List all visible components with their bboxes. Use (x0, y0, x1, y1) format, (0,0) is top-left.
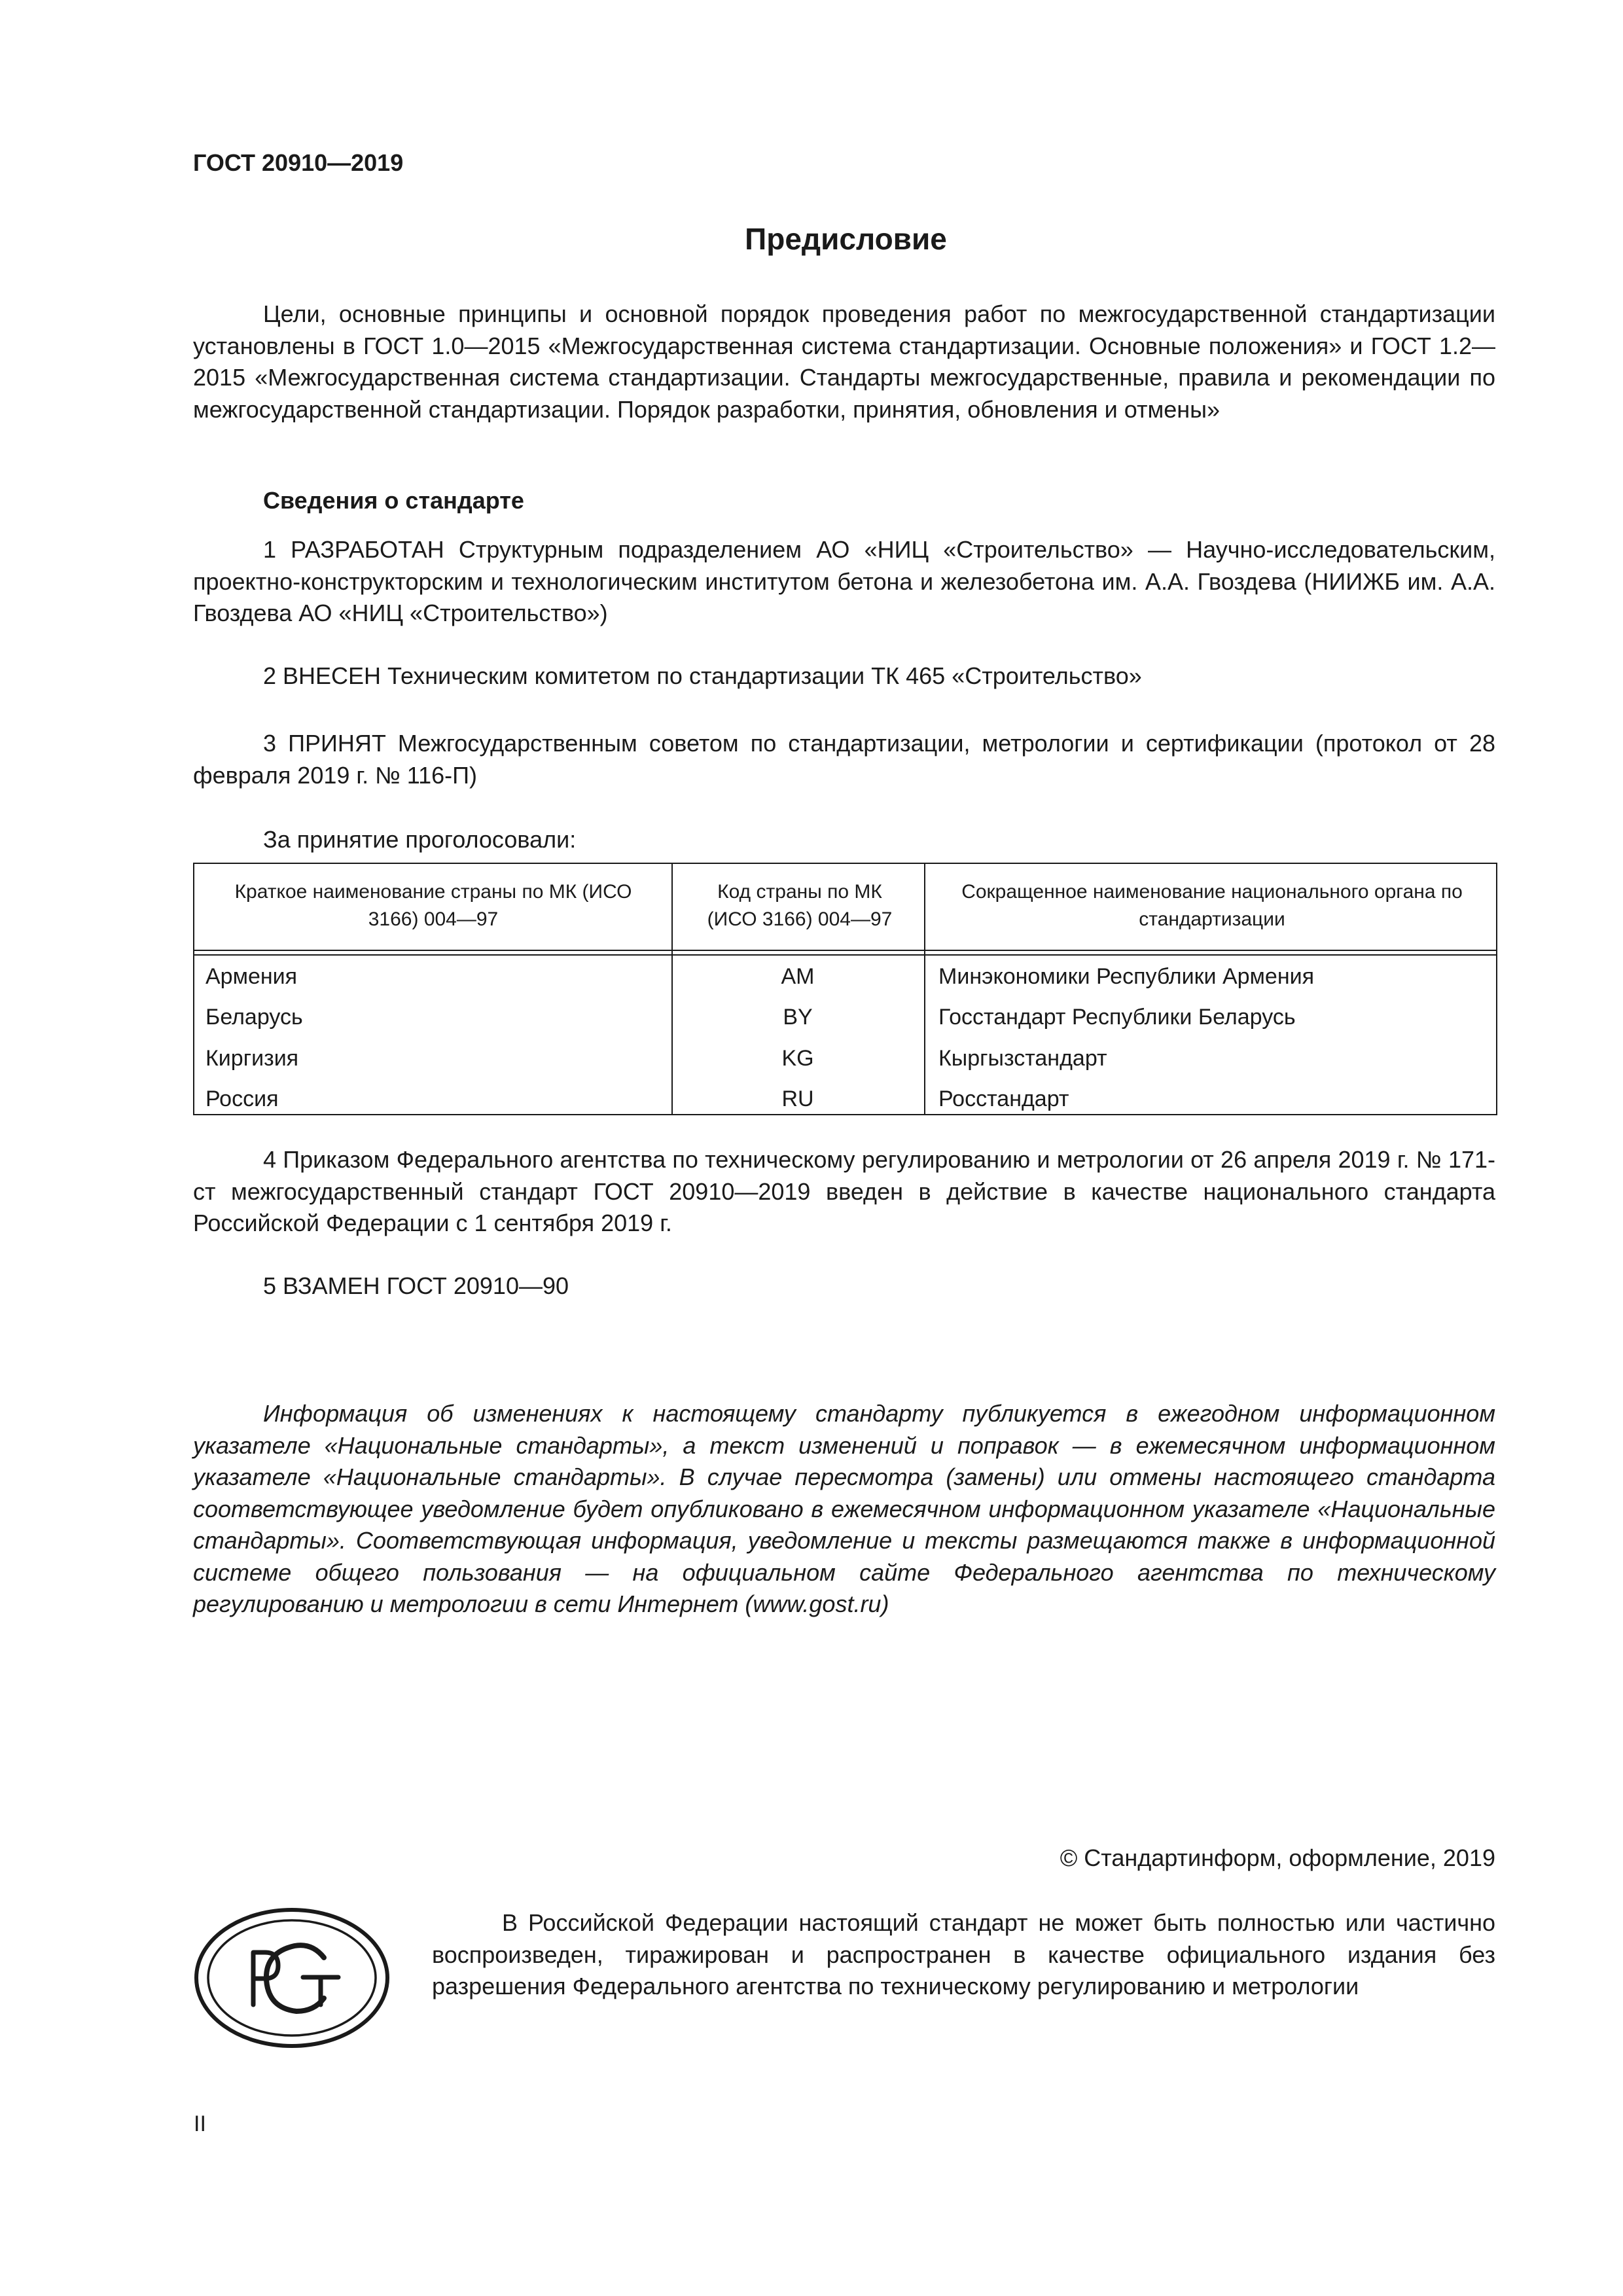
standard-info-heading: Сведения о стандарте (263, 487, 524, 514)
copyright-notice: © Стандартинформ, оформление, 2019 (1060, 1844, 1495, 1871)
table-cell-country: Армения (205, 964, 298, 989)
table-header-rule (194, 954, 1496, 956)
table-cell-code: RU (781, 1086, 814, 1111)
table-cell-code: AM (781, 964, 815, 989)
page-number: II (194, 2111, 206, 2136)
table-cell-country: Россия (205, 1086, 279, 1111)
table-cell-country: Беларусь (205, 1005, 303, 1030)
table-divider (671, 864, 673, 1114)
vote-table (193, 863, 1497, 1115)
table-cell-code: BY (783, 1005, 813, 1030)
item-submitted: 2 ВНЕСЕН Техническим комитетом по стандартизации ТК 465 «Строительство» (263, 662, 1142, 689)
rst-certification-logo-icon (193, 1907, 391, 2049)
vote-caption: За принятие проголосовали: (263, 826, 577, 853)
table-divider (924, 864, 925, 1114)
item-developed: 1 РАЗРАБОТАН Структурным подразделением АО «НИЦ «Строительство» — Научно-исследовательским, проектно-конструкторским и технологическим институтом бетона и железобетона им. А.А. Гвоздева (НИИЖБ им. А.А. Гвоздева АО «НИЦ «Строительство») (193, 536, 1495, 626)
table-cell-body: Госстандарт Республики Беларусь (938, 1005, 1296, 1030)
intro-paragraph: Цели, основные принципы и основной порядок проведения работ по межгосударственной стандартизации установлены в ГОСТ 1.0—2015 «Межгосударственная система стандартизации. Основные положения» и ГОСТ 1.2—2015 «Межгосударственная система стандартизации. Стандарты межгосударственные, правила и рекомендации по межгосударственной стандартизации. Порядок разработки, принятия, обновления и отмены» (193, 300, 1495, 423)
table-cell-code: KG (781, 1046, 814, 1071)
table-header-body: Сокращенное наименование национального органа по стандартизации (961, 881, 1463, 930)
changes-info-paragraph: Информация об изменениях к настоящему стандарту публикуется в ежегодном информационном указателе «Национальные стандарты», а текст изменений и поправок — в ежемесячном информационном указателе «Национальные стандарты». В случае пересмотра (замены) или отмены настоящего стандарта соответствующее уведомление будет опубликовано в ежемесячном информационном указателе «Национальные стандарты». Соответствующая информация, уведомление и тексты размещаются также в информационной системе общего пользования — на официальном сайте Федерального агентства по техническому регулированию и метрологии в сети Интернет (www.gost.ru) (193, 1400, 1495, 1617)
document-code: ГОСТ 20910—2019 (193, 149, 404, 176)
item-replaces: 5 ВЗАМЕН ГОСТ 20910—90 (263, 1272, 569, 1299)
rights-notice: В Российской Федерации настоящий стандарт не может быть полностью или частично воспроизведен, тиражирован и распространен в качестве официального издания без разрешения Федерального агентства по техническому регулированию и метрологии (432, 1909, 1495, 2000)
table-header-code: Код страны по МК (ИСО 3166) 004—97 (707, 881, 893, 930)
item-adopted: 3 ПРИНЯТ Межгосударственным советом по стандартизации, метрологии и сертификации (протокол от 28 февраля 2019 г. № 116-П) (193, 730, 1495, 789)
item-enacted: 4 Приказом Федерального агентства по техническому регулированию и метрологии от 26 апреля 2019 г. № 171-ст межгосударственный стандарт ГОСТ 20910—2019 введен в действие в качестве национального стандарта Российской Федерации с 1 сентября 2019 г. (193, 1146, 1495, 1236)
table-cell-country: Киргизия (205, 1046, 299, 1071)
table-cell-body: Минэкономики Республики Армения (938, 964, 1314, 989)
table-cell-body: Росстандарт (938, 1086, 1069, 1111)
table-cell-body: Кыргызстандарт (938, 1046, 1107, 1071)
table-header-rule (194, 950, 1496, 951)
table-header-country: Краткое наименование страны по МК (ИСО 3166) 004—97 (234, 881, 632, 930)
page-title: Предисловие (745, 222, 947, 256)
